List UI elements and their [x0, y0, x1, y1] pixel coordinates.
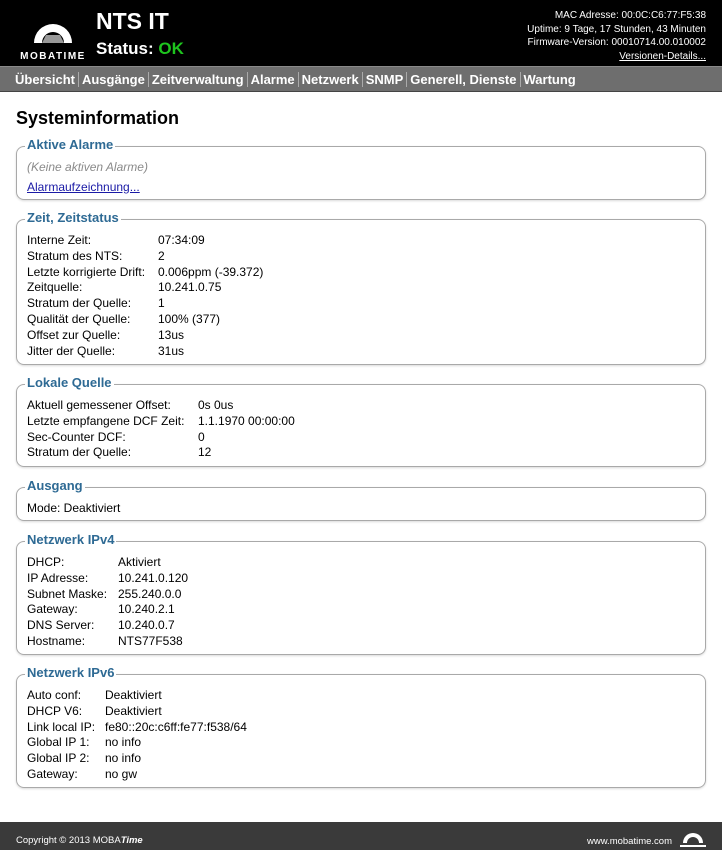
- section-title: Ausgang: [27, 478, 83, 493]
- status-value: OK: [158, 39, 184, 58]
- network-ipv4-table: [27, 555, 188, 650]
- section-title: Aktive Alarme: [27, 137, 114, 152]
- logo-wordmark: MOBATIME: [20, 51, 86, 62]
- network-ipv6-table: [27, 688, 247, 783]
- nav-item-zeitverwaltung[interactable]: Zeitverwaltung: [148, 72, 247, 87]
- nav-item-ausgaenge[interactable]: Ausgänge: [78, 72, 148, 87]
- table-row: Stratum der Quelle: 1: [27, 296, 165, 311]
- table-row: DHCP V6: Deaktiviert: [27, 703, 162, 718]
- table-row: Interne Zeit: 07:34:09: [27, 233, 205, 247]
- section-title: Zeit, Zeitstatus: [27, 210, 119, 225]
- device-name: NTS IT: [96, 8, 169, 34]
- footer-bar: [0, 822, 722, 850]
- table-row: IP Adresse: 10.241.0.120: [27, 570, 189, 585]
- page-title: Systeminformation: [16, 108, 180, 128]
- nav-item-wartung[interactable]: Wartung: [520, 72, 579, 87]
- device-info: [527, 9, 706, 63]
- table-row: Link local IP: fe80::20c:c6ff:fe77:f538/64: [27, 719, 247, 734]
- table-row: Letzte empfangene DCF Zeit: 1.1.1970 00:00:00: [27, 413, 295, 428]
- section-title: Netzwerk IPv4: [27, 532, 115, 547]
- copyright: Copyright © 2013 MOBATime: [16, 835, 143, 846]
- table-row: Stratum des NTS: 2: [27, 248, 165, 263]
- table-row: Subnet Maske: 255.240.0.0: [27, 586, 182, 601]
- time-status-section: [16, 210, 706, 365]
- table-row: Aktuell gemessener Offset: 0s 0us: [27, 398, 234, 412]
- local-source-section: [16, 375, 706, 467]
- table-row: DHCP: Aktiviert: [27, 555, 161, 569]
- table-row: DNS Server: 10.240.0.7: [27, 618, 175, 633]
- no-alarms-text: (Keine aktiven Alarme): [27, 160, 148, 174]
- nav-item-snmp[interactable]: SNMP: [362, 72, 407, 87]
- table-row: Qualität der Quelle: 100% (377): [27, 311, 221, 326]
- table-row: Gateway: no gw: [27, 766, 138, 781]
- alarm-record-link[interactable]: Alarmaufzeichnung...: [27, 179, 140, 194]
- uptime: Uptime: 9 Tage, 17 Stunden, 43 Minuten: [527, 23, 706, 35]
- section-title: Netzwerk IPv6: [27, 665, 115, 680]
- table-row: Sec-Counter DCF: 0: [27, 429, 205, 444]
- output-section: [16, 478, 706, 521]
- table-row: Hostname: NTS77F538: [27, 633, 183, 648]
- mobatime-logo: [14, 4, 92, 64]
- network-ipv6-section: [16, 665, 706, 788]
- device-status: [96, 39, 184, 59]
- table-row: Zeitquelle: 10.241.0.75: [27, 280, 222, 295]
- active-alarms-section: [16, 137, 706, 200]
- nav-item-generell-dienste[interactable]: Generell, Dienste: [406, 72, 519, 87]
- table-row: Gateway: 10.240.2.1: [27, 602, 175, 617]
- versions-details-link[interactable]: Versionen-Details...: [619, 50, 706, 62]
- table-row: Jitter der Quelle: 31us: [27, 343, 185, 358]
- table-row: Letzte korrigierte Drift: 0.006ppm (-39.372): [27, 264, 264, 279]
- table-row: Global IP 1: no info: [27, 735, 142, 750]
- table-row: Auto conf: Deaktiviert: [27, 688, 162, 702]
- output-mode: Mode: Deaktiviert: [27, 501, 121, 515]
- firmware-version: Firmware-Version: 00010714.00.010002: [527, 37, 706, 48]
- network-ipv4-section: [16, 532, 706, 655]
- website-link[interactable]: www.mobatime.com: [587, 836, 672, 847]
- table-row: Global IP 2: no info: [27, 751, 142, 766]
- table-row: Stratum der Quelle: 12: [27, 445, 212, 460]
- nav-item-alarme[interactable]: Alarme: [247, 72, 298, 87]
- mobatime-footer-icon: [678, 826, 708, 848]
- nav-item-netzwerk[interactable]: Netzwerk: [298, 72, 362, 87]
- local-source-table: [27, 398, 295, 461]
- table-row: Offset zur Quelle: 13us: [27, 327, 185, 342]
- time-status-table: [27, 233, 263, 359]
- status-label: Status:: [96, 39, 154, 58]
- nav-item-uebersicht[interactable]: Übersicht: [15, 72, 75, 87]
- header-bar: [0, 0, 722, 66]
- mac-address: MAC Adresse: 00:0C:C6:77:F5:38: [554, 10, 706, 21]
- section-title: Lokale Quelle: [27, 375, 112, 390]
- main-nav: [0, 66, 722, 92]
- mobatime-logo-icon: [30, 5, 76, 47]
